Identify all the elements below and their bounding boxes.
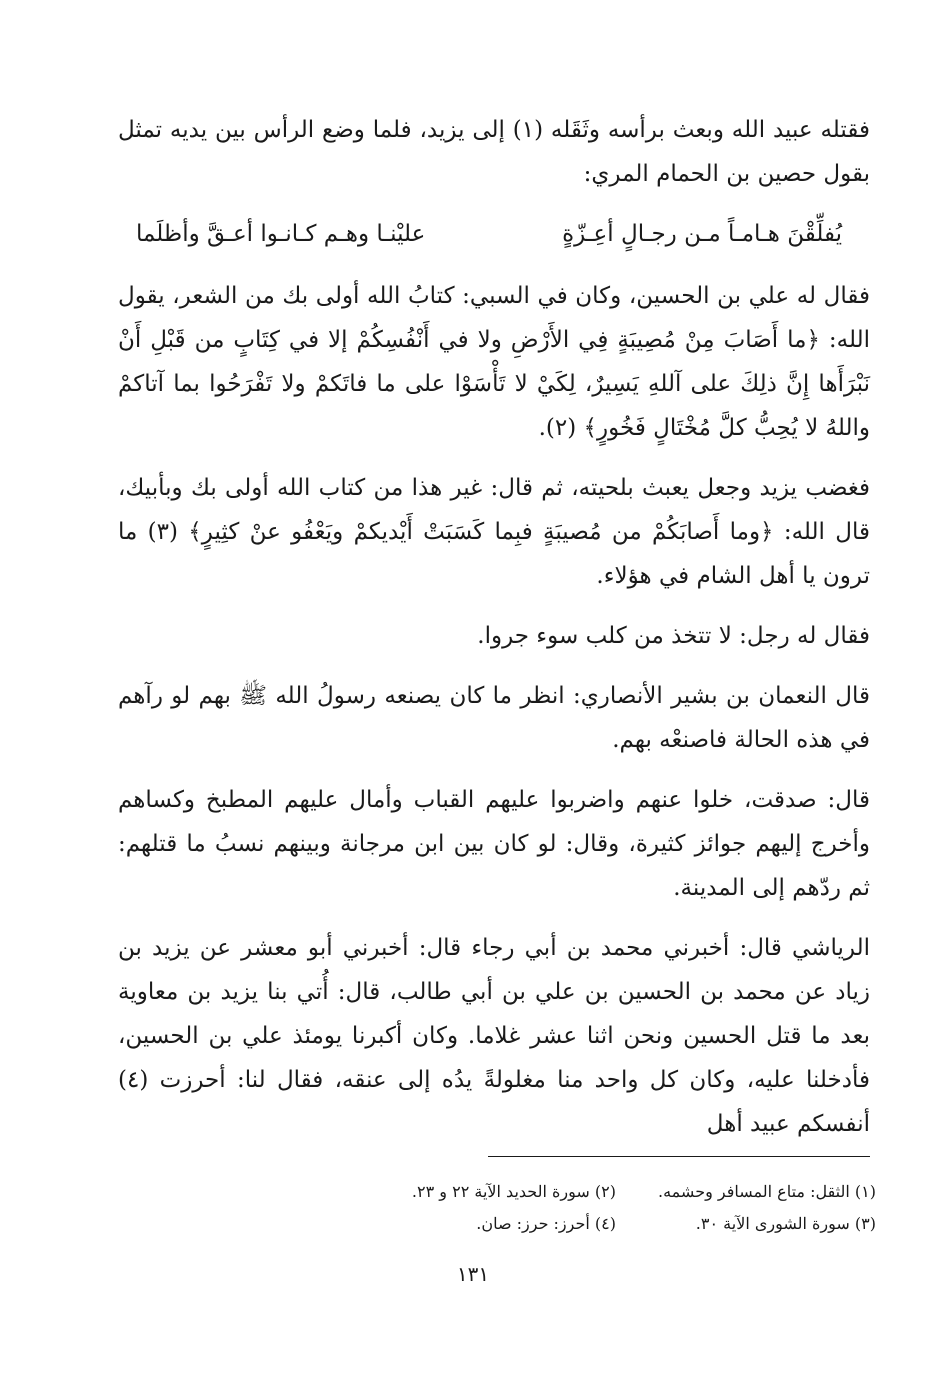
footnote-2: (٢) سورة الحديد الآية ٢٢ و ٢٣. (411, 1182, 616, 1201)
verse-first-hemistich: يُفلِّقْنَ هـامـاً مـن رجـالٍ أعِـزّةٍ (562, 221, 842, 247)
paragraph-5: قال النعمان بن بشير الأنصاري: انظر ما كان يصنعه رسولُ الله ﷺ بهم لو رآهم في هذه الحالة فاصنعْه بهم. (118, 683, 870, 753)
footnote-row (118, 1176, 876, 1208)
footnote-1: (١) الثقل: متاع المسافر وحشمه. (658, 1182, 876, 1201)
footnote-separator (488, 1156, 870, 1157)
verse-second-hemistich: عليْنـا وهـم كـانـوا أعـقَّ وأظلَما (136, 221, 426, 247)
poetry-verse (118, 212, 870, 256)
footnote-3: (٣) سورة الشورى الآية ٣٠. (695, 1214, 876, 1233)
paragraph-2: فقال له علي بن الحسين، وكان في السبي: كتابُ الله أولى بك من الشعر، يقول الله: ﴿ما أَصَابَ مِنْ مُصِيبَةٍ فِي الأَرْضِ ولا في أَنْفُسِكُمْ إلا في كِتَابٍ من قَبْلِ أَنْ نَبْرَأَها إِنَّ ذلِكَ على آللهِ يَسِيرٌ، لِكَيْ لا تَأْسَوْا على ما فاتَكمْ ولا تَفْرَحُوا بما آتاكمْ واللهُ لا يُحِبُّ كلَّ مُخْتَالٍ فَخُورٍ﴾ (٢). (118, 283, 870, 441)
page-number: ١٣١ (456, 1262, 490, 1286)
paragraph-7: الرياشي قال: أخبرني محمد بن أبي رجاء قال: أخبرني أبو معشر عن يزيد بن زياد عن محمد بن الحسين بن علي بن أبي طالب، قال: أُتي بنا يزيد بن معاوية بعد ما قتل الحسين ونحن اثنا عشر غلاما. وكان أكبرنا يومئذ علي بن الحسين، فأدخلنا عليه، وكان كل واحد منا مغلولةً يدُه إلى عنقه، فقال لنا: أحرزت (٤) أنفسكم عبيد أهل (118, 935, 870, 1137)
paragraph-6: قال: صدقت، خلوا عنهم واضربوا عليهم القباب وأمال عليهم المطبخ وكساهم وأخرج إليهم جوائز كثيرة، وقال: لو كان بين ابن مرجانة وبينهم نسبُ ما قتلهم: ثم ردّهم إلى المدينة. (118, 787, 870, 901)
paragraph-3: فغضب يزيد وجعل يعبث بلحيته، ثم قال: غير هذا من كتاب الله أولى بك وبأبيك، قال الله: ﴿وما أَصابَكُمْ من مُصيبَةٍ فبِما كَسَبَتْ أَيْديكمْ ويَعْفُو عنْ كثِيرٍ﴾ (٣) ما ترون يا أهل الشام في هؤلاء. (118, 475, 870, 589)
paragraph-4: فقال له رجل: لا تتخذ من كلب سوء جروا. (477, 623, 870, 649)
footnote-row (118, 1208, 876, 1240)
paragraph-1: فقتله عبيد الله وبعث برأسه وثَقَله (١) إلى يزيد، فلما وضع الرأس بين يديه تمثل بقول حصين بن الحمام المري: (118, 117, 870, 187)
main-text (118, 108, 870, 1162)
footnote-4: (٤) أحرز: حرز: صان. (476, 1214, 616, 1233)
footnotes (118, 1176, 876, 1240)
